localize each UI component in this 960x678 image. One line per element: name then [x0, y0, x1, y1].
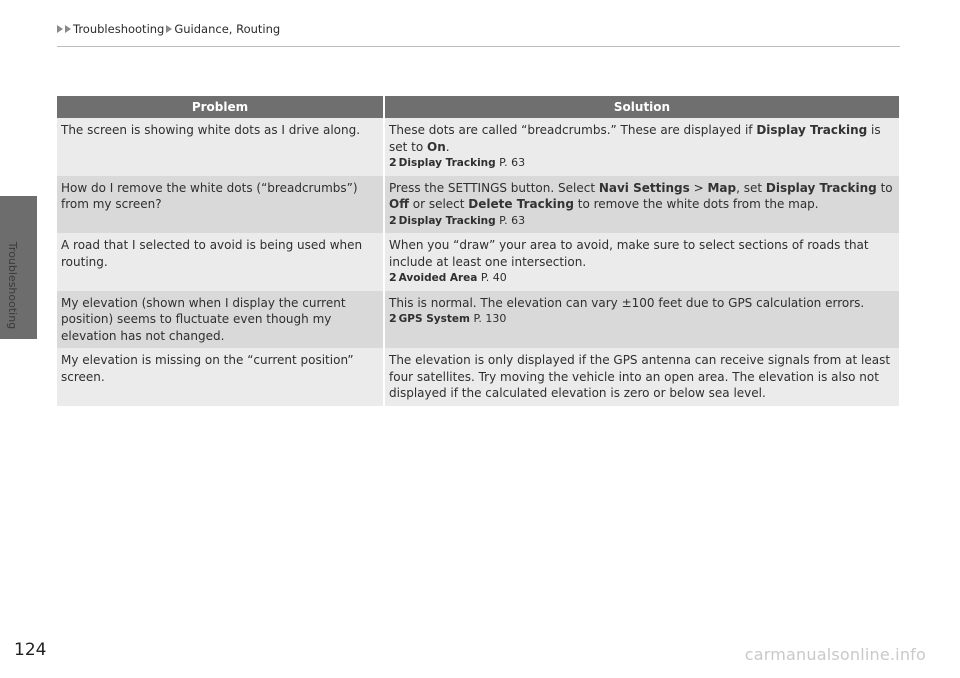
solution-cell: Press the SETTINGS button. Select Navi Settings > Map, set Display Tracking to Off or select Delete Tracking to remove the white dots from the map. 2 Display Tracking P. 63 — [385, 176, 899, 234]
table-row — [57, 233, 899, 291]
breadcrumb-item[interactable]: Troubleshooting — [73, 22, 165, 36]
table-row — [57, 118, 899, 176]
problem-cell: The screen is showing white dots as I drive along. — [57, 118, 385, 176]
setting-name: Delete Tracking — [468, 197, 574, 211]
problem-cell: A road that I selected to avoid is being used when routing. — [57, 233, 385, 291]
setting-name: Display Tracking — [756, 123, 868, 137]
triangle-arrow-icon — [65, 25, 71, 33]
column-header-problem: Problem — [57, 96, 385, 118]
menu-item-name: Navi Settings — [598, 180, 690, 195]
troubleshooting-table — [57, 96, 899, 406]
solution-cell: When you “draw” your area to avoid, make sure to select sections of roads that include at least one intersection. 2 Avoided Area P. 40 — [385, 233, 899, 291]
setting-value: Off — [389, 197, 409, 211]
reference-arrow-icon: 2 — [389, 156, 397, 169]
section-side-label: Troubleshooting — [6, 241, 20, 329]
breadcrumb-item[interactable]: Guidance, Routing — [174, 22, 281, 36]
table-row — [57, 291, 899, 349]
table-header-row — [57, 96, 899, 118]
reference-arrow-icon: 2 — [389, 213, 397, 227]
triangle-arrow-icon — [57, 25, 63, 33]
triangle-arrow-icon — [166, 25, 172, 33]
header-rule — [57, 46, 900, 47]
problem-cell: My elevation (shown when I display the current position) seems to fluctuate even though my elevation has not changed. — [57, 291, 385, 349]
menu-item-name: Map — [707, 180, 737, 195]
cross-reference-link[interactable]: 2 Avoided Area P. 40 — [389, 271, 507, 284]
breadcrumb — [57, 22, 282, 36]
setting-value: On — [427, 139, 446, 154]
setting-name: Display Tracking — [765, 180, 877, 195]
cross-reference-link[interactable]: 2 Display Tracking P. 63 — [389, 156, 526, 169]
reference-arrow-icon: 2 — [389, 312, 397, 325]
table-row — [57, 176, 899, 234]
reference-arrow-icon: 2 — [389, 271, 397, 284]
solution-cell: The elevation is only displayed if the GPS antenna can receive signals from at least four satellites. Try moving the vehicle into an open area. The elevation is also not displayed if the calculated elevation is zero or below sea level. — [385, 348, 899, 406]
page-number: 124 — [14, 640, 47, 660]
solution-cell: These dots are called “breadcrumbs.” These are displayed if Display Tracking is set to On. 2 Display Tracking P. 63 — [385, 118, 899, 176]
cross-reference-link[interactable]: 2 Display Tracking P. 63 — [389, 213, 526, 227]
table-row — [57, 348, 899, 406]
cross-reference-link[interactable]: 2 GPS System P. 130 — [389, 312, 507, 325]
watermark-text: carmanualsonline.info — [744, 645, 926, 664]
column-header-solution: Solution — [385, 96, 899, 118]
problem-cell: My elevation is missing on the “current position” screen. — [57, 348, 385, 406]
problem-cell: How do I remove the white dots (“breadcrumbs”) from my screen? — [57, 176, 385, 234]
solution-cell: This is normal. The elevation can vary ±100 feet due to GPS calculation errors. 2 GPS System P. 130 — [385, 291, 899, 349]
